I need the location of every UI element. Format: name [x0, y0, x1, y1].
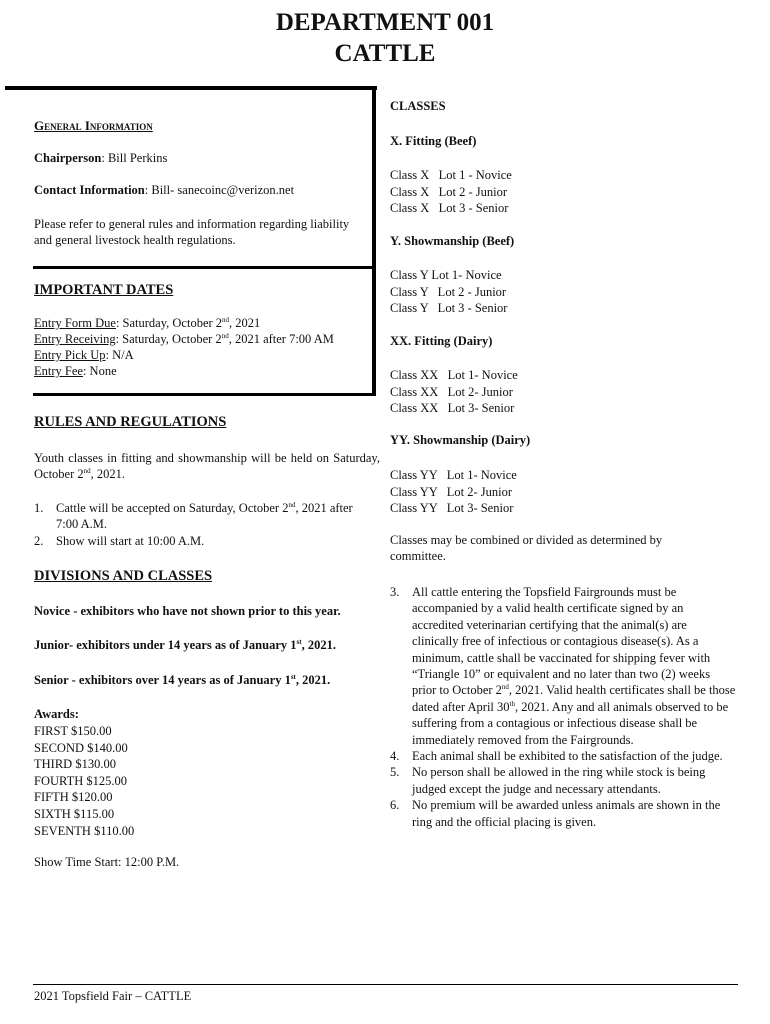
entry-pickup-value: : N/A — [105, 348, 134, 362]
rule-item-4-text: Each animal shall be exhibited to the satisfaction of the judge. — [412, 749, 723, 764]
class-lot: Class YY Lot 1- Novice — [390, 468, 517, 482]
rule-item-1-number: 1. — [34, 501, 44, 515]
rule-item-3 — [390, 584, 736, 748]
class-x-heading: X. Fitting (Beef) — [390, 134, 477, 148]
classes-combine-note: Classes may be combined or divided as determined by committee. — [390, 533, 663, 564]
class-lot: Class Y Lot 3 - Senior — [390, 301, 508, 316]
entry-pickup-label: Entry Pick Up — [34, 348, 106, 362]
awards-heading: Awards: — [34, 707, 79, 721]
rule-item-5-number: 5. — [390, 765, 400, 780]
division-junior-sup: st — [296, 637, 302, 646]
rule-item-3-sup1: nd — [501, 683, 509, 692]
rule-item-3-number: 3. — [390, 585, 400, 599]
page-title: DEPARTMENT 001 — [275, 9, 495, 36]
entry-form-due-year: , 2021 — [229, 316, 261, 330]
class-lot: Class X Lot 1 - Novice — [390, 168, 512, 182]
division-senior-sup: st — [290, 672, 296, 681]
section-divider-dates — [33, 266, 376, 269]
class-lot: Class X Lot 3 - Senior — [390, 201, 509, 216]
entry-fee-label: Entry Fee — [34, 364, 83, 378]
class-lot: Class Y Lot 2 - Junior — [390, 284, 507, 299]
class-lot: Class X Lot 2 - Junior — [390, 184, 508, 199]
entry-receiving-value: : Saturday, October 2 — [115, 332, 222, 346]
rule-item-4-number: 4. — [390, 749, 400, 764]
entry-receiving-sup: nd — [221, 331, 229, 340]
class-yy-heading: YY. Showmanship (Dairy) — [390, 433, 531, 447]
rule-item-3-text: All cattle entering the Topsfield Fairgrounds must be accompanied by a valid health certificate signed by an accredited veterinarian certifying that the animal(s) are clinically free of infectious or contagious disease(s). As a minimum, cattle shall be vaccinated for shipping fever with “Triangle 10” or equivalent and no later than two (2) weeks prior to October 2 — [412, 585, 711, 698]
chairperson-label: Chairperson — [34, 151, 102, 165]
rule-item-5 — [390, 764, 736, 797]
contact-value: : Bill- sanecoinc@verizon.net — [144, 183, 295, 197]
rules-heading: RULES AND REGULATIONS — [34, 414, 227, 430]
rule-item-2-number: 2. — [34, 533, 44, 548]
rules-intro-year: , 2021. — [90, 467, 126, 482]
contact-label: Contact Information — [34, 183, 145, 197]
awards-list — [34, 723, 379, 839]
rule-item-3-text-b: , 2021. Valid health certificates shall be those dated after April 30 — [412, 683, 736, 714]
rule-item-2 — [34, 533, 364, 549]
class-lot: Class XX Lot 3- Senior — [390, 401, 515, 416]
class-yy-lots — [390, 467, 738, 517]
division-senior-text: Senior - exhibitors over 14 years as of January 1 — [34, 673, 291, 687]
footer-text: 2021 Topsfield Fair – CATTLE — [34, 989, 192, 1003]
general-note: Please refer to general rules and information regarding liability and general livestock health regulations. — [34, 217, 350, 248]
division-senior-year: , 2021. — [295, 673, 331, 687]
chairperson-line — [34, 151, 167, 166]
class-lot: Class XX Lot 2- Junior — [390, 384, 513, 399]
rules-list — [34, 500, 364, 549]
entry-form-due-label: Entry Form Due — [34, 316, 116, 330]
divisions-heading: DIVISIONS AND CLASSES — [34, 568, 213, 584]
entry-pickup-line — [34, 348, 134, 363]
class-lot: Class XX Lot 1- Novice — [390, 368, 518, 382]
class-lot: Class YY Lot 2- Junior — [390, 484, 512, 499]
award-item: SIXTH $115.00 — [34, 806, 115, 821]
rules-intro — [34, 450, 380, 483]
rule-item-1-text: Cattle will be accepted on Saturday, October 2 — [56, 501, 289, 515]
rule-item-1 — [34, 500, 364, 533]
rules-intro-text: Youth classes in fitting and showmanship will be held on Saturday, October 2 — [34, 451, 380, 482]
award-item: FIRST $150.00 — [34, 724, 112, 738]
class-lot: Class Y Lot 1- Novice — [390, 268, 502, 282]
division-junior-year: , 2021. — [301, 638, 336, 652]
rule-item-6-text: No premium will be awarded unless animals are shown in the ring and the official placing is given. — [412, 798, 721, 829]
rule-item-1-sup: nd — [288, 500, 296, 509]
division-junior — [34, 638, 336, 653]
class-x-lots — [390, 167, 738, 217]
important-dates-heading: IMPORTANT DATES — [34, 282, 174, 298]
rule-item-6-number: 6. — [390, 798, 400, 813]
award-item: THIRD $130.00 — [34, 757, 116, 772]
entry-receiving-line — [34, 332, 334, 347]
class-y-lots — [390, 267, 738, 317]
page-subtitle: CATTLE — [334, 40, 436, 67]
rules-continued-list — [390, 584, 736, 830]
entry-form-due-line — [34, 316, 260, 331]
contact-line — [34, 183, 294, 198]
show-time: Show Time Start: 12:00 P.M. — [34, 855, 180, 869]
award-item: FIFTH $120.00 — [34, 790, 113, 805]
rule-item-4 — [390, 748, 736, 764]
footer-divider — [33, 984, 738, 985]
rule-item-3-sup2: th — [509, 699, 515, 708]
entry-receiving-label: Entry Receiving — [34, 332, 116, 346]
entry-receiving-time: , 2021 after 7:00 AM — [228, 332, 334, 346]
entry-fee-value: : None — [82, 364, 117, 378]
column-divider — [372, 86, 376, 396]
entry-fee-line — [34, 364, 117, 379]
award-item: SECOND $140.00 — [34, 740, 128, 755]
class-xx-lots — [390, 367, 738, 417]
class-xx-heading: XX. Fitting (Dairy) — [390, 334, 493, 348]
rules-intro-sup: nd — [83, 467, 91, 476]
award-item: FOURTH $125.00 — [34, 773, 128, 788]
rule-item-3-text-c: , 2021. Any and all animals observed to be suffering from a contagious or infectious disease shall be immediately removed from the Fairgrounds. — [412, 699, 729, 747]
rule-item-2-text: Show will start at 10:00 A.M. — [56, 533, 205, 548]
general-information-heading: General Information — [34, 118, 153, 133]
rule-item-5-text: No person shall be allowed in the ring while stock is being judged except the judge and necessary attendants. — [412, 765, 706, 796]
classes-heading: CLASSES — [390, 99, 446, 113]
division-junior-text: Junior- exhibitors under 14 years as of January 1 — [34, 638, 297, 652]
top-divider — [5, 86, 377, 90]
division-novice: Novice - exhibitors who have not shown prior to this year. — [34, 604, 341, 618]
class-lot: Class YY Lot 3- Senior — [390, 501, 514, 516]
award-item: SEVENTH $110.00 — [34, 823, 135, 838]
entry-form-due-sup: nd — [222, 315, 230, 324]
entry-form-due-value: : Saturday, October 2 — [115, 316, 223, 330]
rule-item-6 — [390, 797, 736, 830]
division-senior — [34, 673, 330, 688]
class-y-heading: Y. Showmanship (Beef) — [390, 234, 515, 248]
chairperson-value: : Bill Perkins — [101, 151, 168, 165]
rule-item-1-tail: , 2021 after 7:00 A.M. — [56, 501, 353, 532]
section-divider-rules — [33, 393, 376, 396]
